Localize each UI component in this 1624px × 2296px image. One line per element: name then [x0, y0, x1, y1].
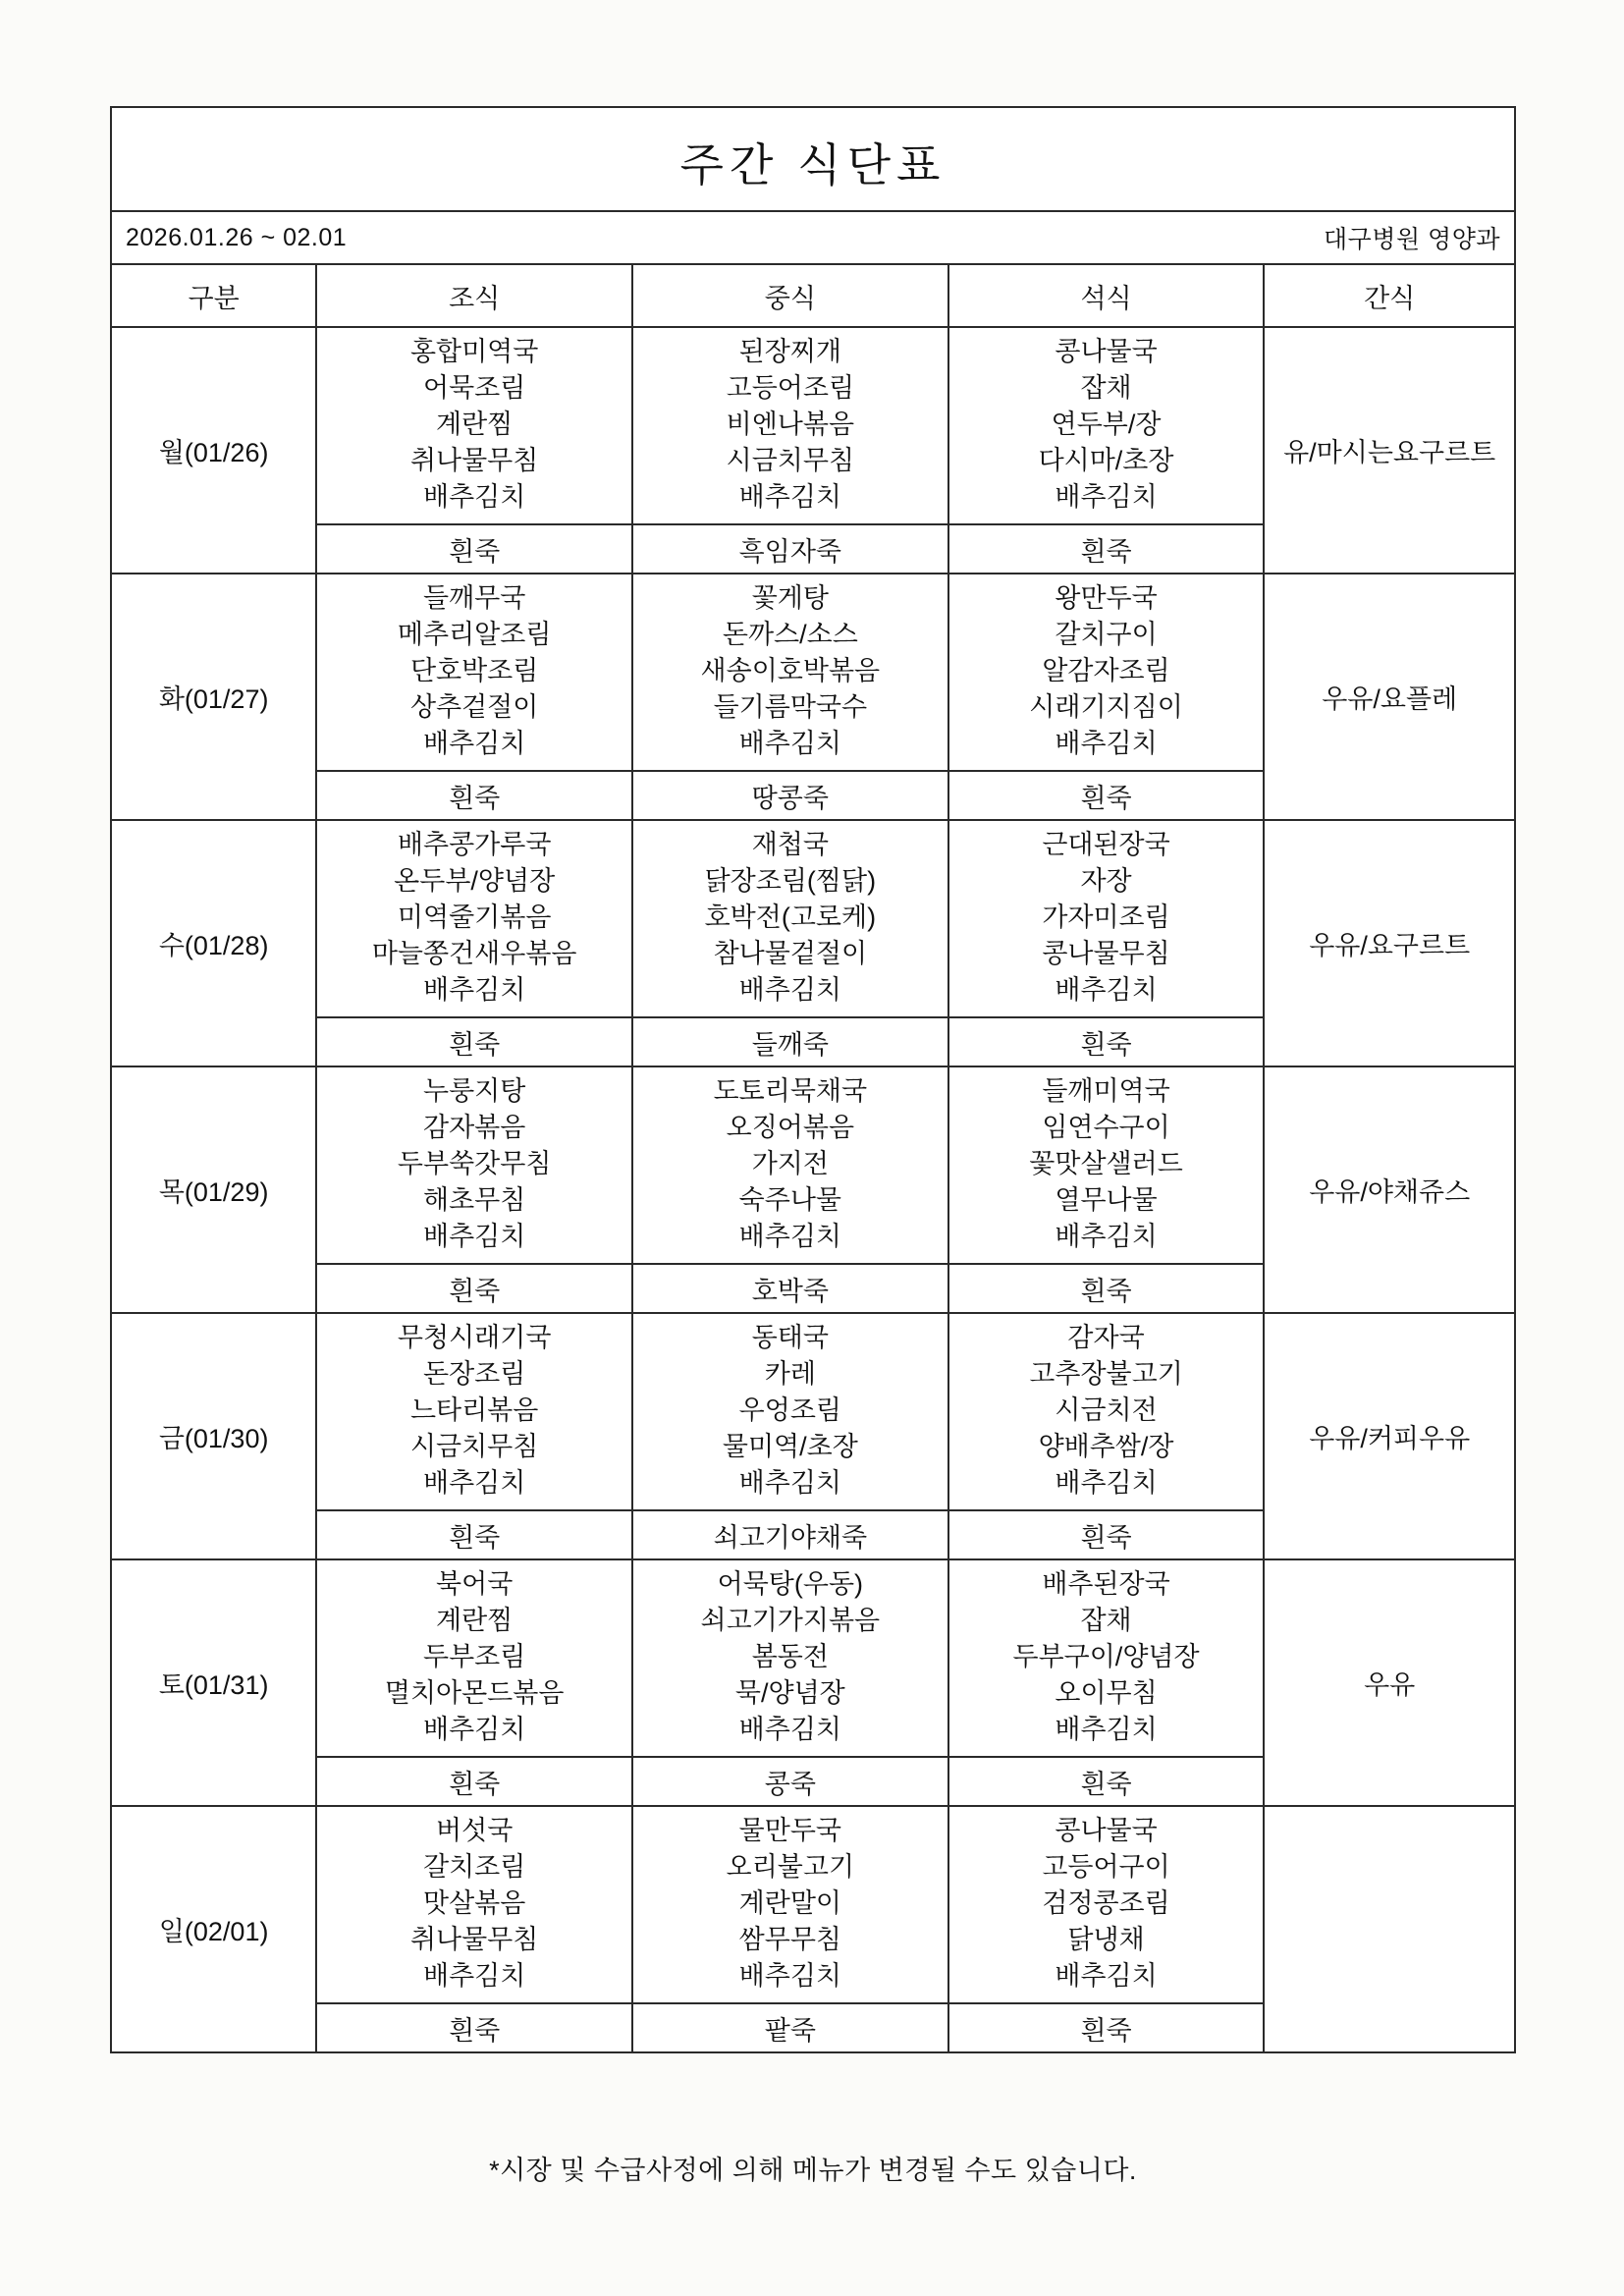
menu-item: 카레 [764, 1359, 816, 1389]
menu-item: 배추김치 [738, 1468, 841, 1498]
menu-item: 배추김치 [422, 482, 526, 512]
menu-item: 갈치구이 [1055, 620, 1158, 649]
lunch-porridge: 호박죽 [632, 1264, 948, 1313]
header-division: 구분 [111, 264, 316, 327]
menu-item: 다시마/초장 [1038, 446, 1174, 475]
menu-item: 비엔나볶음 [726, 410, 855, 439]
menu-item: 배추김치 [738, 482, 841, 512]
lunch-items [632, 820, 948, 1017]
lunch-items [632, 1313, 948, 1510]
menu-item: 참나물겉절이 [713, 939, 868, 968]
menu-item: 돈장조림 [422, 1359, 526, 1389]
menu-item: 배추김치 [738, 1222, 841, 1251]
menu-item: 배추콩가루국 [397, 830, 552, 859]
lunch-porridge: 땅콩죽 [632, 771, 948, 820]
dinner-items [948, 1313, 1265, 1510]
dinner-porridge: 흰죽 [948, 1510, 1265, 1559]
snack-cell: 유/마시는요구르트 [1264, 327, 1515, 574]
lunch-porridge: 흑임자죽 [632, 524, 948, 574]
lunch-porridge: 쇠고기야채죽 [632, 1510, 948, 1559]
menu-item: 새송이호박볶음 [700, 656, 881, 685]
menu-item: 알감자조림 [1042, 656, 1170, 685]
dinner-porridge: 흰죽 [948, 2003, 1265, 2052]
menu-item: 시래기지짐이 [1029, 692, 1183, 722]
menu-item: 근대된장국 [1042, 830, 1170, 859]
menu-item: 콩나물국 [1055, 337, 1158, 366]
breakfast-porridge: 흰죽 [316, 2003, 632, 2052]
menu-item: 계란말이 [738, 1888, 841, 1918]
menu-item: 배추김치 [422, 729, 526, 758]
menu-item: 배추김치 [1055, 482, 1158, 512]
menu-item: 어묵조림 [422, 373, 526, 403]
subheader-row [111, 211, 1515, 264]
menu-item: 고등어구이 [1042, 1852, 1170, 1882]
menu-item: 임연수구이 [1042, 1113, 1170, 1142]
breakfast-porridge: 흰죽 [316, 524, 632, 574]
header-lunch: 중식 [632, 264, 948, 327]
menu-item: 느타리볶음 [409, 1395, 539, 1425]
menu-item: 자장 [1080, 866, 1132, 896]
breakfast-items [316, 1806, 632, 2003]
lunch-items [632, 574, 948, 771]
menu-item: 꽃맛살샐러드 [1029, 1149, 1183, 1178]
weekly-menu-table [110, 106, 1516, 2053]
menu-item: 재첩국 [751, 830, 829, 859]
menu-item: 닭냉채 [1067, 1925, 1145, 1954]
menu-item: 배추김치 [1055, 1715, 1158, 1744]
column-header-row [111, 264, 1515, 327]
department-label: 대구병원 영양과 [1324, 226, 1500, 253]
day-label: 월(01/26) [111, 327, 316, 574]
menu-item: 북어국 [436, 1569, 514, 1599]
subheader-cell [111, 211, 1515, 264]
breakfast-items [316, 327, 632, 524]
breakfast-items [316, 1066, 632, 1264]
menu-item: 고추장불고기 [1029, 1359, 1183, 1389]
menu-item: 돈까스/소스 [722, 620, 858, 649]
snack-cell: 우유/커피우유 [1264, 1313, 1515, 1559]
menu-item: 오이무침 [1055, 1678, 1158, 1708]
menu-item: 배추김치 [738, 1961, 841, 1991]
menu-item: 시금치전 [1055, 1395, 1158, 1425]
menu-item: 단호박조림 [409, 656, 539, 685]
menu-item: 오리불고기 [726, 1852, 855, 1882]
dinner-porridge: 흰죽 [948, 771, 1265, 820]
menu-item: 가자미조림 [1042, 902, 1170, 932]
table-row [111, 327, 1515, 524]
menu-item: 두부조림 [422, 1642, 526, 1671]
menu-item: 메추리알조림 [397, 620, 552, 649]
menu-item: 들깨무국 [422, 583, 526, 613]
menu-item: 두부구이/양념장 [1012, 1642, 1200, 1671]
menu-item: 콩나물무침 [1042, 939, 1170, 968]
dinner-items [948, 574, 1265, 771]
lunch-items [632, 327, 948, 524]
snack-cell: 우유/요구르트 [1264, 820, 1515, 1066]
day-label: 화(01/27) [111, 574, 316, 820]
menu-item: 배추김치 [738, 729, 841, 758]
day-label: 토(01/31) [111, 1559, 316, 1806]
menu-item: 멸치아몬드볶음 [384, 1678, 565, 1708]
day-label: 목(01/29) [111, 1066, 316, 1313]
menu-item: 배추김치 [1055, 975, 1158, 1005]
breakfast-items [316, 574, 632, 771]
breakfast-porridge: 흰죽 [316, 1510, 632, 1559]
dinner-items [948, 1066, 1265, 1264]
menu-item: 맛살볶음 [422, 1888, 526, 1918]
footnote: *시장 및 수급사정에 의해 메뉴가 변경될 수도 있습니다. [489, 2156, 1137, 2185]
menu-item: 호박전(고로케) [704, 902, 877, 932]
breakfast-items [316, 1313, 632, 1510]
menu-item: 두부쑥갓무침 [397, 1149, 552, 1178]
breakfast-porridge: 흰죽 [316, 1757, 632, 1806]
menu-item: 배추김치 [422, 1222, 526, 1251]
lunch-porridge: 팥죽 [632, 2003, 948, 2052]
dinner-items [948, 820, 1265, 1017]
header-dinner: 석식 [948, 264, 1265, 327]
dinner-items [948, 327, 1265, 524]
breakfast-porridge: 흰죽 [316, 1264, 632, 1313]
menu-item: 취나물무침 [409, 1925, 539, 1954]
menu-item: 배추김치 [422, 975, 526, 1005]
menu-item: 된장찌개 [738, 337, 841, 366]
menu-item: 배추김치 [1055, 1468, 1158, 1498]
menu-item: 가지전 [751, 1149, 829, 1178]
menu-item: 도토리묵채국 [713, 1076, 868, 1106]
menu-item: 시금치무침 [409, 1432, 539, 1461]
menu-item: 감자국 [1067, 1323, 1145, 1352]
lunch-porridge: 콩죽 [632, 1757, 948, 1806]
breakfast-items [316, 1559, 632, 1757]
table-row [111, 820, 1515, 1017]
menu-item: 열무나물 [1055, 1185, 1158, 1215]
lunch-items [632, 1806, 948, 2003]
menu-item: 들기름막국수 [713, 692, 868, 722]
period-label: 2026.01.26 ~ 02.01 [126, 223, 348, 251]
dinner-items [948, 1806, 1265, 2003]
menu-item: 꽃게탕 [751, 583, 829, 613]
menu-item: 홍합미역국 [409, 337, 539, 366]
menu-item: 왕만두국 [1055, 583, 1158, 613]
menu-item: 잡채 [1080, 1606, 1132, 1635]
menu-item: 연두부/장 [1051, 410, 1162, 439]
day-label: 일(02/01) [111, 1806, 316, 2052]
menu-item: 해초무침 [422, 1185, 526, 1215]
lunch-porridge: 들깨죽 [632, 1017, 948, 1066]
menu-item: 물미역/초장 [722, 1432, 858, 1461]
menu-item: 잡채 [1080, 373, 1132, 403]
dinner-items [948, 1559, 1265, 1757]
menu-item: 미역줄기볶음 [397, 902, 552, 932]
menu-sheet [110, 106, 1516, 2053]
menu-item: 배추김치 [422, 1961, 526, 1991]
menu-item: 계란찜 [436, 410, 514, 439]
menu-item: 배추김치 [1055, 1222, 1158, 1251]
menu-item: 무청시래기국 [397, 1323, 552, 1352]
breakfast-porridge: 흰죽 [316, 771, 632, 820]
dinner-porridge: 흰죽 [948, 1757, 1265, 1806]
menu-item: 쌈무무침 [738, 1925, 841, 1954]
table-row [111, 1066, 1515, 1264]
menu-item: 배추김치 [1055, 729, 1158, 758]
dinner-porridge: 흰죽 [948, 1017, 1265, 1066]
day-label: 금(01/30) [111, 1313, 316, 1559]
lunch-items [632, 1066, 948, 1264]
menu-item: 콩나물국 [1055, 1816, 1158, 1845]
menu-item: 들깨미역국 [1042, 1076, 1170, 1106]
title-row [111, 107, 1515, 211]
menu-item: 배추된장국 [1042, 1569, 1170, 1599]
menu-item: 상추겉절이 [409, 692, 539, 722]
table-row [111, 1806, 1515, 2003]
table-row [111, 1313, 1515, 1510]
menu-item: 갈치조림 [422, 1852, 526, 1882]
table-row [111, 574, 1515, 771]
menu-item: 고등어조림 [726, 373, 855, 403]
menu-item: 배추김치 [422, 1468, 526, 1498]
menu-item: 검정콩조림 [1042, 1888, 1170, 1918]
table-row [111, 1559, 1515, 1757]
snack-cell: 우유 [1264, 1559, 1515, 1806]
dinner-porridge: 흰죽 [948, 524, 1265, 574]
breakfast-items [316, 820, 632, 1017]
menu-item: 배추김치 [422, 1715, 526, 1744]
menu-item: 봄동전 [751, 1642, 829, 1671]
menu-item: 온두부/양념장 [394, 866, 556, 896]
snack-cell: 우유/야채쥬스 [1264, 1066, 1515, 1313]
header-breakfast: 조식 [316, 264, 632, 327]
menu-item: 버섯국 [436, 1816, 514, 1845]
page-title: 주간 식단표 [111, 107, 1515, 211]
breakfast-porridge: 흰죽 [316, 1017, 632, 1066]
menu-item: 동태국 [751, 1323, 829, 1352]
menu-item: 계란찜 [436, 1606, 514, 1635]
menu-item: 마늘쫑건새우볶음 [371, 939, 577, 968]
menu-item: 시금치무침 [726, 446, 855, 475]
menu-item: 닭장조림(찜닭) [704, 866, 877, 896]
menu-item: 우엉조림 [738, 1395, 841, 1425]
menu-item: 배추김치 [1055, 1961, 1158, 1991]
menu-item: 오징어볶음 [726, 1113, 855, 1142]
menu-item: 양배추쌈/장 [1038, 1432, 1174, 1461]
menu-item: 어묵탕(우동) [717, 1569, 864, 1599]
header-snack: 간식 [1264, 264, 1515, 327]
dinner-porridge: 흰죽 [948, 1264, 1265, 1313]
menu-item: 물만두국 [738, 1816, 841, 1845]
day-label: 수(01/28) [111, 820, 316, 1066]
menu-item: 배추김치 [738, 975, 841, 1005]
menu-item: 취나물무침 [409, 446, 539, 475]
lunch-items [632, 1559, 948, 1757]
menu-item: 배추김치 [738, 1715, 841, 1744]
snack-cell: 우유/요플레 [1264, 574, 1515, 820]
menu-item: 쇠고기가지볶음 [700, 1606, 881, 1635]
menu-item: 숙주나물 [738, 1185, 841, 1215]
menu-item: 감자볶음 [422, 1113, 526, 1142]
menu-item: 묵/양념장 [734, 1678, 845, 1708]
snack-cell [1264, 1806, 1515, 2052]
menu-item: 누룽지탕 [422, 1076, 526, 1106]
